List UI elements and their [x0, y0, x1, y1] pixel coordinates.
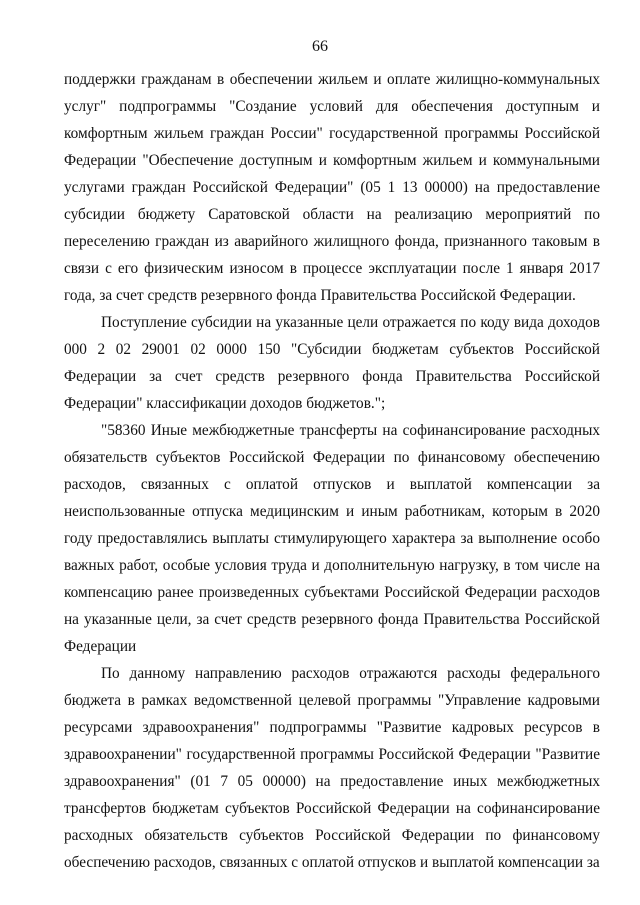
paragraph-subsidy-revenue: Поступление субсидии на указанные цели отражается по коду вида доходов 000 2 02 29001 02 0000 150 "Субсидии бюджетам субъектов Российской Федерации за счет средств резервного фонда Правительства Российской Федерации" классификации доходов бюджетов."; — [64, 314, 600, 412]
paragraph-continuation: поддержки гражданам в обеспечении жильем и оплате жилищно-коммунальных услуг" подпрограммы "Создание условий для обеспечения доступным и комфортным жильем граждан России" государственной программы Российской Федерации "Обеспечение доступным и комфортным жильем и коммунальными услугами граждан Российской Федерации" (05 1 13 00000) на предоставление субсидии бюджету Саратовской области на реализацию мероприятий по переселению граждан из аварийного жилищного фонда, признанного таковым в связи с его физическим износом в процессе эксплуатации после 1 января 2017 года, за счет средств резервного фонда Правительства Российской Федерации. — [64, 71, 600, 304]
document-body — [64, 66, 600, 876]
paragraph-code-58360: "58360 Иные межбюджетные трансферты на софинансирование расходных обязательств субъектов Российской Федерации по финансовому обеспечению расходов, связанных с оплатой отпусков и выплатой компенсации за неиспользованные отпуска медицинским и иным работникам, которым в 2020 году предоставлялись выплаты стимулирующего характера за выполнение особо важных работ, особые условия труда и дополнительную нагрузку, в том числе на компенсацию ранее произведенных субъектами Российской Федерации расходов на указанные цели, за счет средств резервного фонда Правительства Российской Федерации — [64, 422, 600, 655]
paragraph-expense-direction: По данному направлению расходов отражаются расходы федерального бюджета в рамках ведомственной целевой программы "Управление кадровыми ресурсами здравоохранения" подпрограммы "Развитие кадровых ресурсов в здравоохранении" государственной программы Российской Федерации "Развитие здравоохранения" (01 7 05 00000) на предоставление иных межбюджетных трансфертов бюджетам субъектов Российской Федерации на софинансирование расходных обязательств субъектов Российской Федерации по финансовому обеспечению расходов, связанных с оплатой отпусков и выплатой компенсации за — [64, 665, 600, 871]
page-number: 66 — [312, 38, 328, 55]
